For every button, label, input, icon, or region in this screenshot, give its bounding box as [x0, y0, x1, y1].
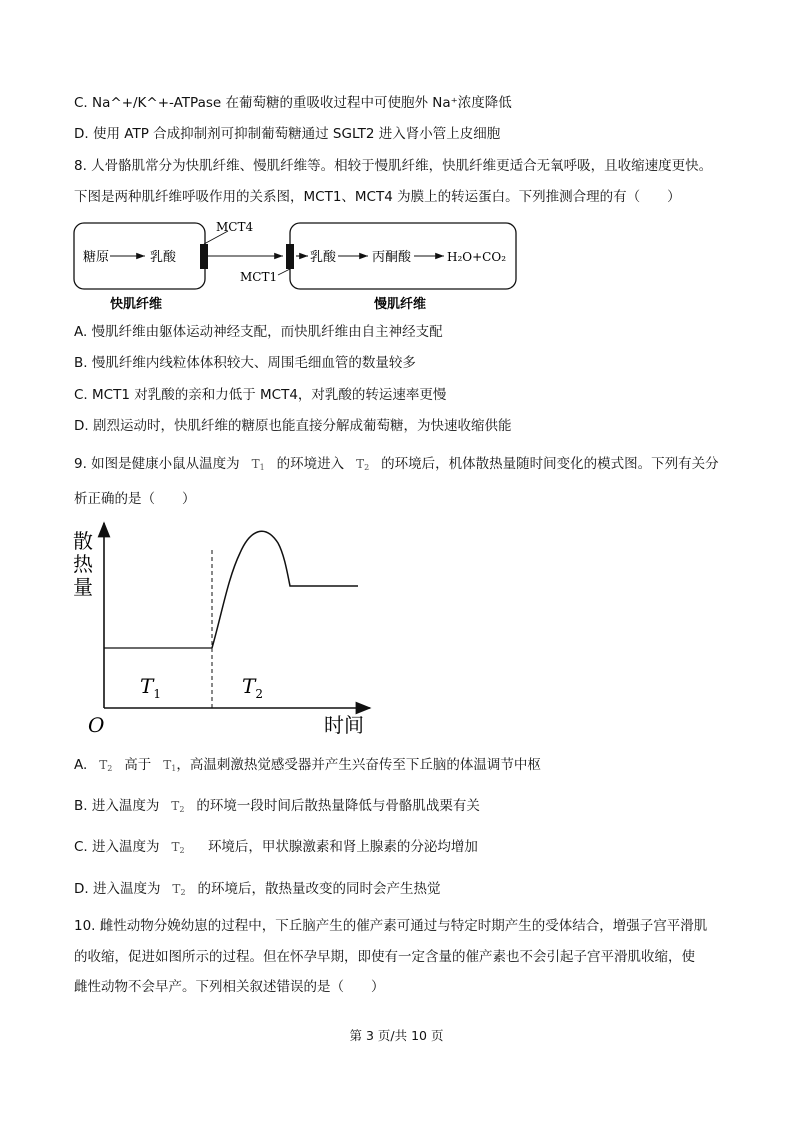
q10-line3: 雌性动物不会早产。下列相关叙述错误的是（ ）	[74, 979, 385, 995]
q9-stem-line2: 析正确的是（ ）	[74, 491, 196, 507]
fast-fiber-label: 快肌纤维	[110, 297, 163, 312]
t1-symbol: $T_1$	[251, 457, 265, 472]
q8-stem-line1: 8. 人骨骼肌常分为快肌纤维、慢肌纤维等。相较于慢肌纤维，快肌纤维更适合无氧呼吸，且收缩速度更快。	[74, 158, 713, 174]
slow-lactate-label: 乳酸	[310, 250, 337, 265]
q8-option-a: A. 慢肌纤维由躯体运动神经支配，而快肌纤维由自主神经支配	[74, 324, 443, 340]
y-label-1: 散	[73, 529, 93, 553]
fast-lactate-label: 乳酸	[150, 250, 177, 265]
origin-label: O	[88, 713, 105, 737]
q7-option-d: D. 使用 ATP 合成抑制剂可抑制葡萄糖通过 SGLT2 进入肾小管上皮细胞	[74, 126, 501, 142]
heat-curve	[212, 531, 358, 648]
mct1-label: MCT1	[240, 270, 278, 284]
y-label-3: 量	[73, 575, 93, 599]
pyruvate-label: 丙酮酸	[372, 250, 412, 265]
x-label: 时间	[324, 713, 364, 737]
heat-dissipation-graph	[70, 518, 390, 740]
q9-option-a: A. $T_2$ 高于 $T_1$，高温刺激热觉感受器并产生兴奋传至下丘脑的体温调节中枢	[74, 757, 541, 773]
mct4-transporter	[200, 244, 208, 269]
products-label: H₂O+CO₂	[447, 250, 506, 264]
q9-option-b: B. 进入温度为 $T_2$ 的环境一段时间后散热量降低与骨骼肌战栗有关	[74, 798, 480, 814]
q7-option-c: C. Na^+/K^+-ATPase 在葡萄糖的重吸收过程中可使胞外 Na⁺浓度降低	[74, 95, 512, 111]
mct4-label: MCT4	[216, 220, 254, 234]
t2-region-label: $T_2$	[242, 674, 263, 701]
q10-line2: 的收缩，促进如图所示的过程。但在怀孕早期，即使有一定含量的催产素也不会引起子宫平滑肌收缩，使	[74, 949, 695, 965]
glycogen-label: 糖原	[83, 250, 110, 265]
q10-line1: 10. 雌性动物分娩幼崽的过程中，下丘脑产生的催产素可通过与特定时期产生的受体结合，增强子宫平滑肌	[74, 918, 708, 934]
y-label-2: 热	[73, 552, 93, 576]
mct1-transporter	[286, 244, 294, 269]
page-footer: 第 3 页/共 10 页	[349, 1028, 444, 1043]
q8-stem-line2: 下图是两种肌纤维呼吸作用的关系图，MCT1、MCT4 为膜上的转运蛋白。下列推测合理的有（ ）	[74, 189, 681, 205]
t2-symbol: $T_2$	[356, 457, 370, 472]
muscle-fiber-diagram	[70, 215, 530, 315]
q8-option-c: C. MCT1 对乳酸的亲和力低于 MCT4，对乳酸的转运速率更慢	[74, 387, 447, 403]
q9-option-c: C. 进入温度为 $T_2$ 环境后，甲状腺激素和肾上腺素的分泌均增加	[74, 839, 478, 855]
slow-fiber-label: 慢肌纤维	[374, 297, 427, 312]
t1-region-label: $T_1$	[140, 674, 161, 701]
q9-stem-line1: 9. 如图是健康小鼠从温度为 $T_1$ 的环境进入 $T_2$ 的环境后，机体散热量随时间变化的模式图。下列有关分	[74, 456, 719, 472]
q8-option-d: D. 剧烈运动时，快肌纤维的糖原也能直接分解成葡萄糖，为快速收缩供能	[74, 418, 512, 434]
q8-option-b: B. 慢肌纤维内线粒体体积较大、周围毛细血管的数量较多	[74, 355, 416, 371]
q9-option-d: D. 进入温度为 $T_2$ 的环境后，散热量改变的同时会产生热觉	[74, 881, 441, 897]
